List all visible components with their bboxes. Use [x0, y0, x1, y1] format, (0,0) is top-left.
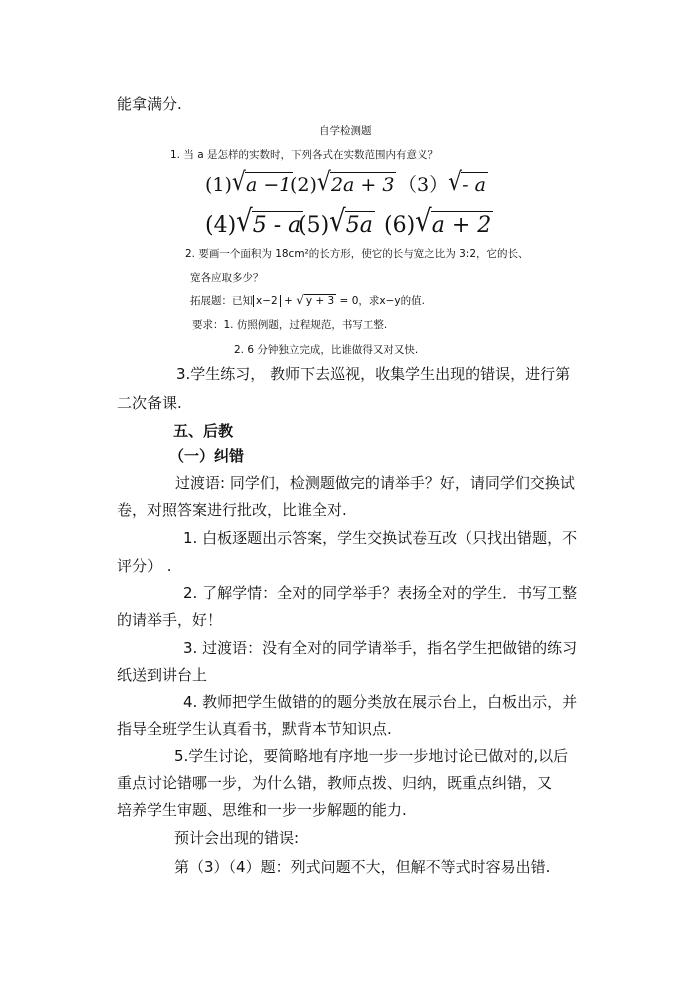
expression-4: (4)√5 - a [205, 204, 302, 240]
paragraph-line: 5.学生讨论，要简略地有序地一步一步地讨论已做对的,以后 [174, 747, 569, 765]
extension-question: 拓展题：已知 x−2 + √ y + 3 = 0，求x−y的值. [190, 293, 425, 307]
radicand: - a [462, 174, 486, 196]
requirement-1: 要求：1. 仿照例题，过程规范，书写工整. [192, 319, 388, 331]
paragraph-line: 培养学生审题、思维和一步一步解题的能力. [117, 801, 407, 819]
expression-1: (1)√a −1 [205, 168, 292, 197]
expression-6: (6)√a + 2 [384, 204, 492, 240]
paragraph-line: 重点讨论错哪一步，为什么错，教师点拨、归纳，既重点纠错，又 [117, 774, 553, 792]
paragraph-line: 3.学生练习， 教师下去巡视，收集学生出现的错误，进行第 [176, 365, 571, 383]
radicand: 5 - a [252, 213, 302, 238]
paragraph-line: 纸送到讲台上 [117, 666, 208, 684]
expression-2: (2)√2a + 3 [290, 168, 395, 197]
paragraph-line: 评分） . [117, 557, 172, 575]
expression-3: （3）√- a [398, 168, 486, 197]
paragraph-line: 的请举手，好！ [117, 611, 223, 629]
square-root-radicand: y + 3 [305, 295, 335, 307]
radicand: 2a + 3 [330, 174, 395, 196]
paragraph-line: 第（3）（4）题：列式问题不大，但解不等式时容易出错. [174, 858, 551, 876]
paragraph-line: 卷，对照答案进行批改，比谁全对. [117, 501, 347, 519]
section-heading: 五、后教 [173, 422, 234, 440]
paragraph-line: 2. 了解学情：全对的同学举手？表扬全对的学生．书写工整 [183, 584, 578, 602]
question-1: 1. 当 a 是怎样的实数时，下列各式在实数范围内有意义？ [170, 149, 438, 161]
radicand: 5a [345, 213, 373, 238]
question-2-continued: 宽各应取多少？ [190, 272, 264, 284]
paragraph-line: 过渡语: 同学们，检测题做完的请举手？好，请同学们交换试 [175, 474, 575, 492]
absolute-value: x−2 [253, 295, 281, 307]
paragraph-line: 能拿满分. [117, 95, 182, 113]
subsection-heading: （一）纠错 [169, 447, 245, 465]
expression-5: (5)√5a [298, 204, 373, 240]
requirement-2: 2. 6 分钟独立完成，比谁做得又对又快. [234, 344, 419, 356]
question-2: 2. 要画一个面积为 18cm²的长方形，使它的长与宽之比为 3:2，它的长、 [185, 248, 529, 260]
paragraph-line: 指导全班学生认真看书，默背本节知识点. [117, 720, 392, 738]
paragraph-line: 二次备课. [117, 394, 182, 412]
paragraph-line: 1. 白板逐题出示答案，学生交换试卷互改（只找出错题，不 [183, 529, 578, 547]
radicand: a + 2 [431, 213, 492, 238]
paragraph-line: 4. 教师把学生做错的的题分类放在展示台上，白板出示，并 [183, 693, 578, 711]
radicand: a −1 [245, 174, 292, 196]
paragraph-line: 3. 过渡语：没有全对的同学请举手，指名学生把做错的练习 [183, 639, 578, 657]
paragraph-line: 预计会出现的错误: [174, 829, 300, 847]
section-title: 自学检测题 [319, 125, 372, 137]
